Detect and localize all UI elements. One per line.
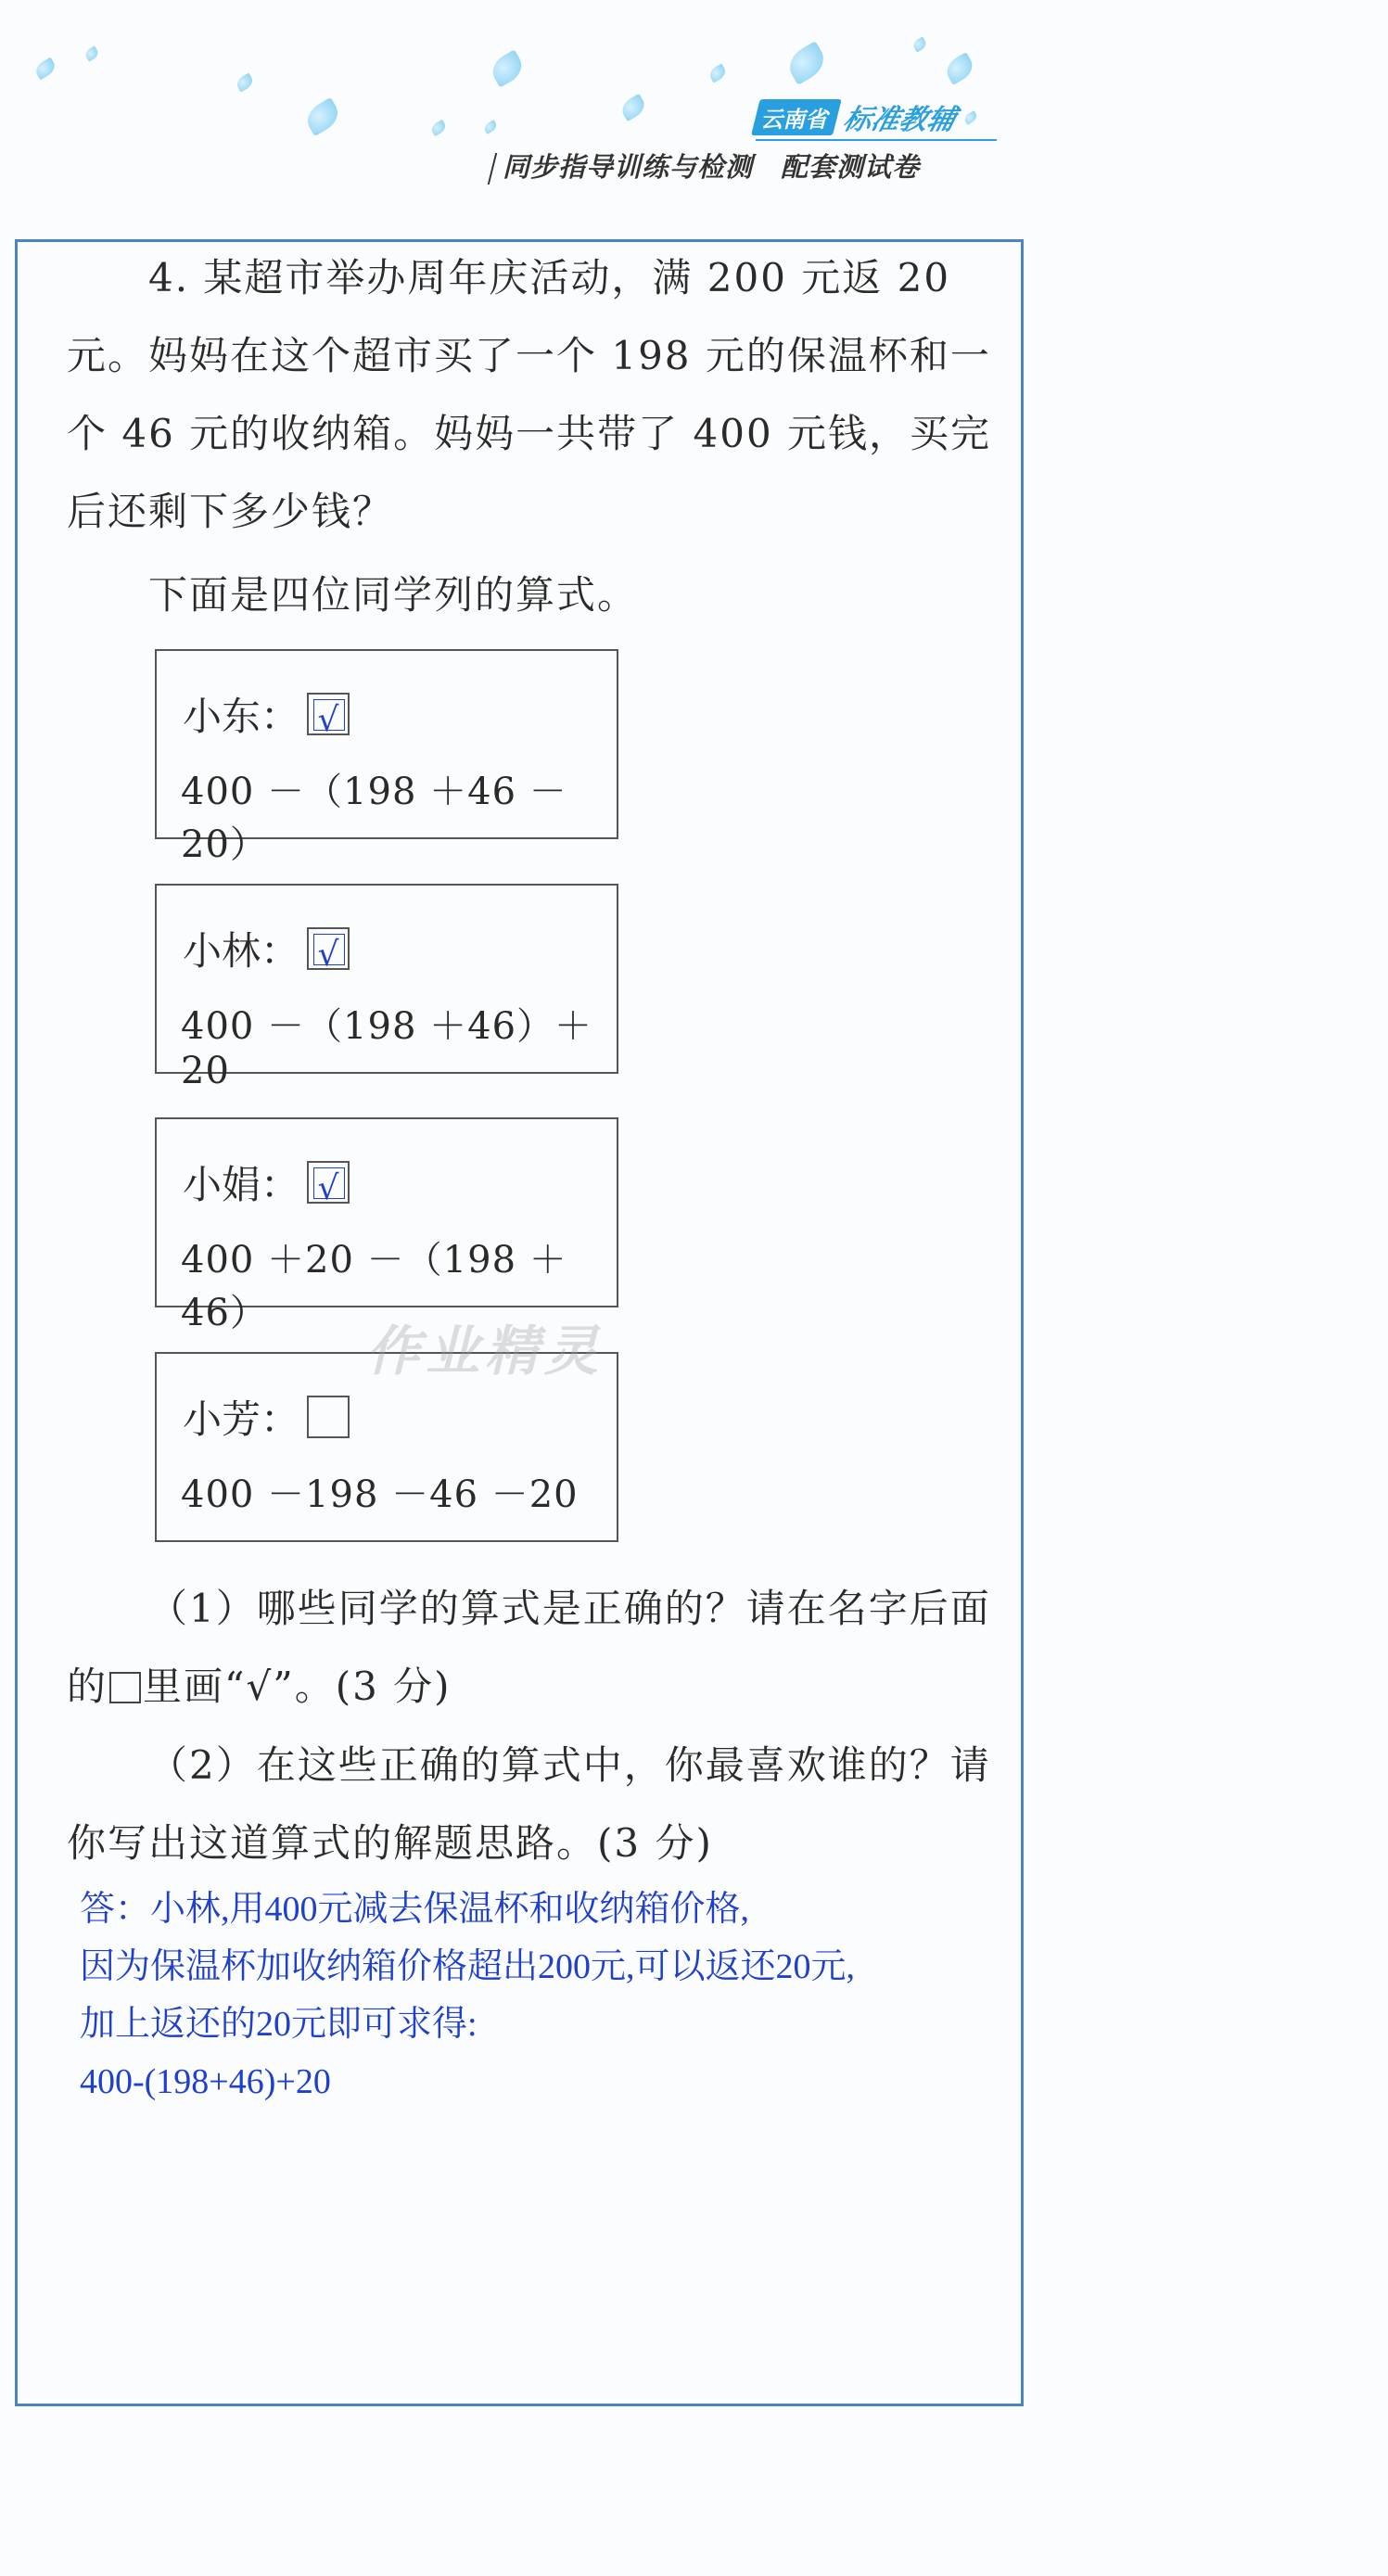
student-formula: 400 －（198 ＋46 －20） — [181, 771, 567, 866]
book-subtitle-text: 同步指导训练与检测 配套测试卷 — [503, 151, 921, 183]
answer-checkbox[interactable] — [307, 927, 350, 974]
leaf-decoration — [707, 63, 729, 83]
leaf-decoration — [301, 97, 343, 136]
answer-line: 因为保温杯加收纳箱价格超出200元,可以返还20元, — [80, 1947, 856, 1986]
answer-checkbox[interactable] — [307, 693, 350, 739]
question-text: 4. 某超市举办周年庆活动，满 200 元返 20 元。妈妈在这个超市买了一个 198 元的保温杯和一个 46 元的收纳箱。妈妈一共带了 400 元钱，买完后还剩下多少钱？ — [67, 255, 992, 534]
student-name: 小东： — [183, 694, 300, 739]
student-name: 小林： — [183, 928, 300, 974]
blank-box-icon — [109, 1672, 141, 1703]
brand-badge — [751, 96, 961, 137]
answer-checkbox[interactable] — [307, 1161, 350, 1207]
student-box — [155, 884, 618, 1092]
student-box — [155, 649, 618, 866]
student-name: 小芳： — [183, 1396, 300, 1442]
student-name: 小娟： — [183, 1162, 300, 1207]
handwritten-answer — [80, 1881, 1007, 2111]
watermark: 作业精灵 — [366, 1320, 605, 1383]
leaf-decoration — [911, 36, 928, 52]
leaf-decoration — [482, 120, 498, 134]
leaf-decoration — [429, 120, 448, 136]
student-formula: 400 －（198 ＋46）＋20 — [181, 1005, 593, 1092]
answer-checkbox[interactable] — [307, 1396, 350, 1438]
answer-line: 400-(198+46)+20 — [80, 2062, 331, 2101]
question-intro: 下面是四位同学列的算式。 — [148, 572, 639, 618]
leaf-decoration — [83, 45, 100, 61]
sub-question-1: （1）哪些同学的算式是正确的？请在名字后面的 里画“√”。(3 分) — [67, 1586, 991, 1709]
brand-badge-left: 云南省 — [751, 99, 842, 135]
brand-underline — [756, 139, 997, 141]
brand-badge-right: 标准教辅 — [839, 104, 960, 136]
sub-question-2: （2）在这些正确的算式中，你最喜欢谁的？请你写出这道算式的解题思路。(3 分) — [67, 1742, 991, 1866]
leaf-decoration — [235, 72, 256, 92]
leaf-decoration — [487, 49, 527, 87]
leaf-decoration — [962, 110, 978, 125]
student-formula: 400 ＋20 －（198 ＋46） — [181, 1239, 567, 1334]
answer-line: 加上返还的20元即可求得: — [80, 2005, 478, 2044]
leaf-decoration — [618, 94, 649, 121]
page-header — [0, 0, 1388, 213]
leaf-decoration — [32, 57, 57, 81]
leaf-decoration — [783, 41, 831, 85]
check-mark-icon: √ — [317, 701, 339, 739]
answer-line: 答：小林,用400元减去保温杯和收纳箱价格, — [80, 1890, 750, 1929]
student-formula: 400 －198 －46 －20 — [181, 1473, 579, 1516]
check-mark-icon: √ — [317, 1169, 339, 1207]
student-box — [155, 1117, 618, 1334]
book-subtitle — [491, 147, 920, 185]
check-mark-icon: √ — [317, 936, 339, 974]
leaf-decoration — [942, 52, 977, 85]
